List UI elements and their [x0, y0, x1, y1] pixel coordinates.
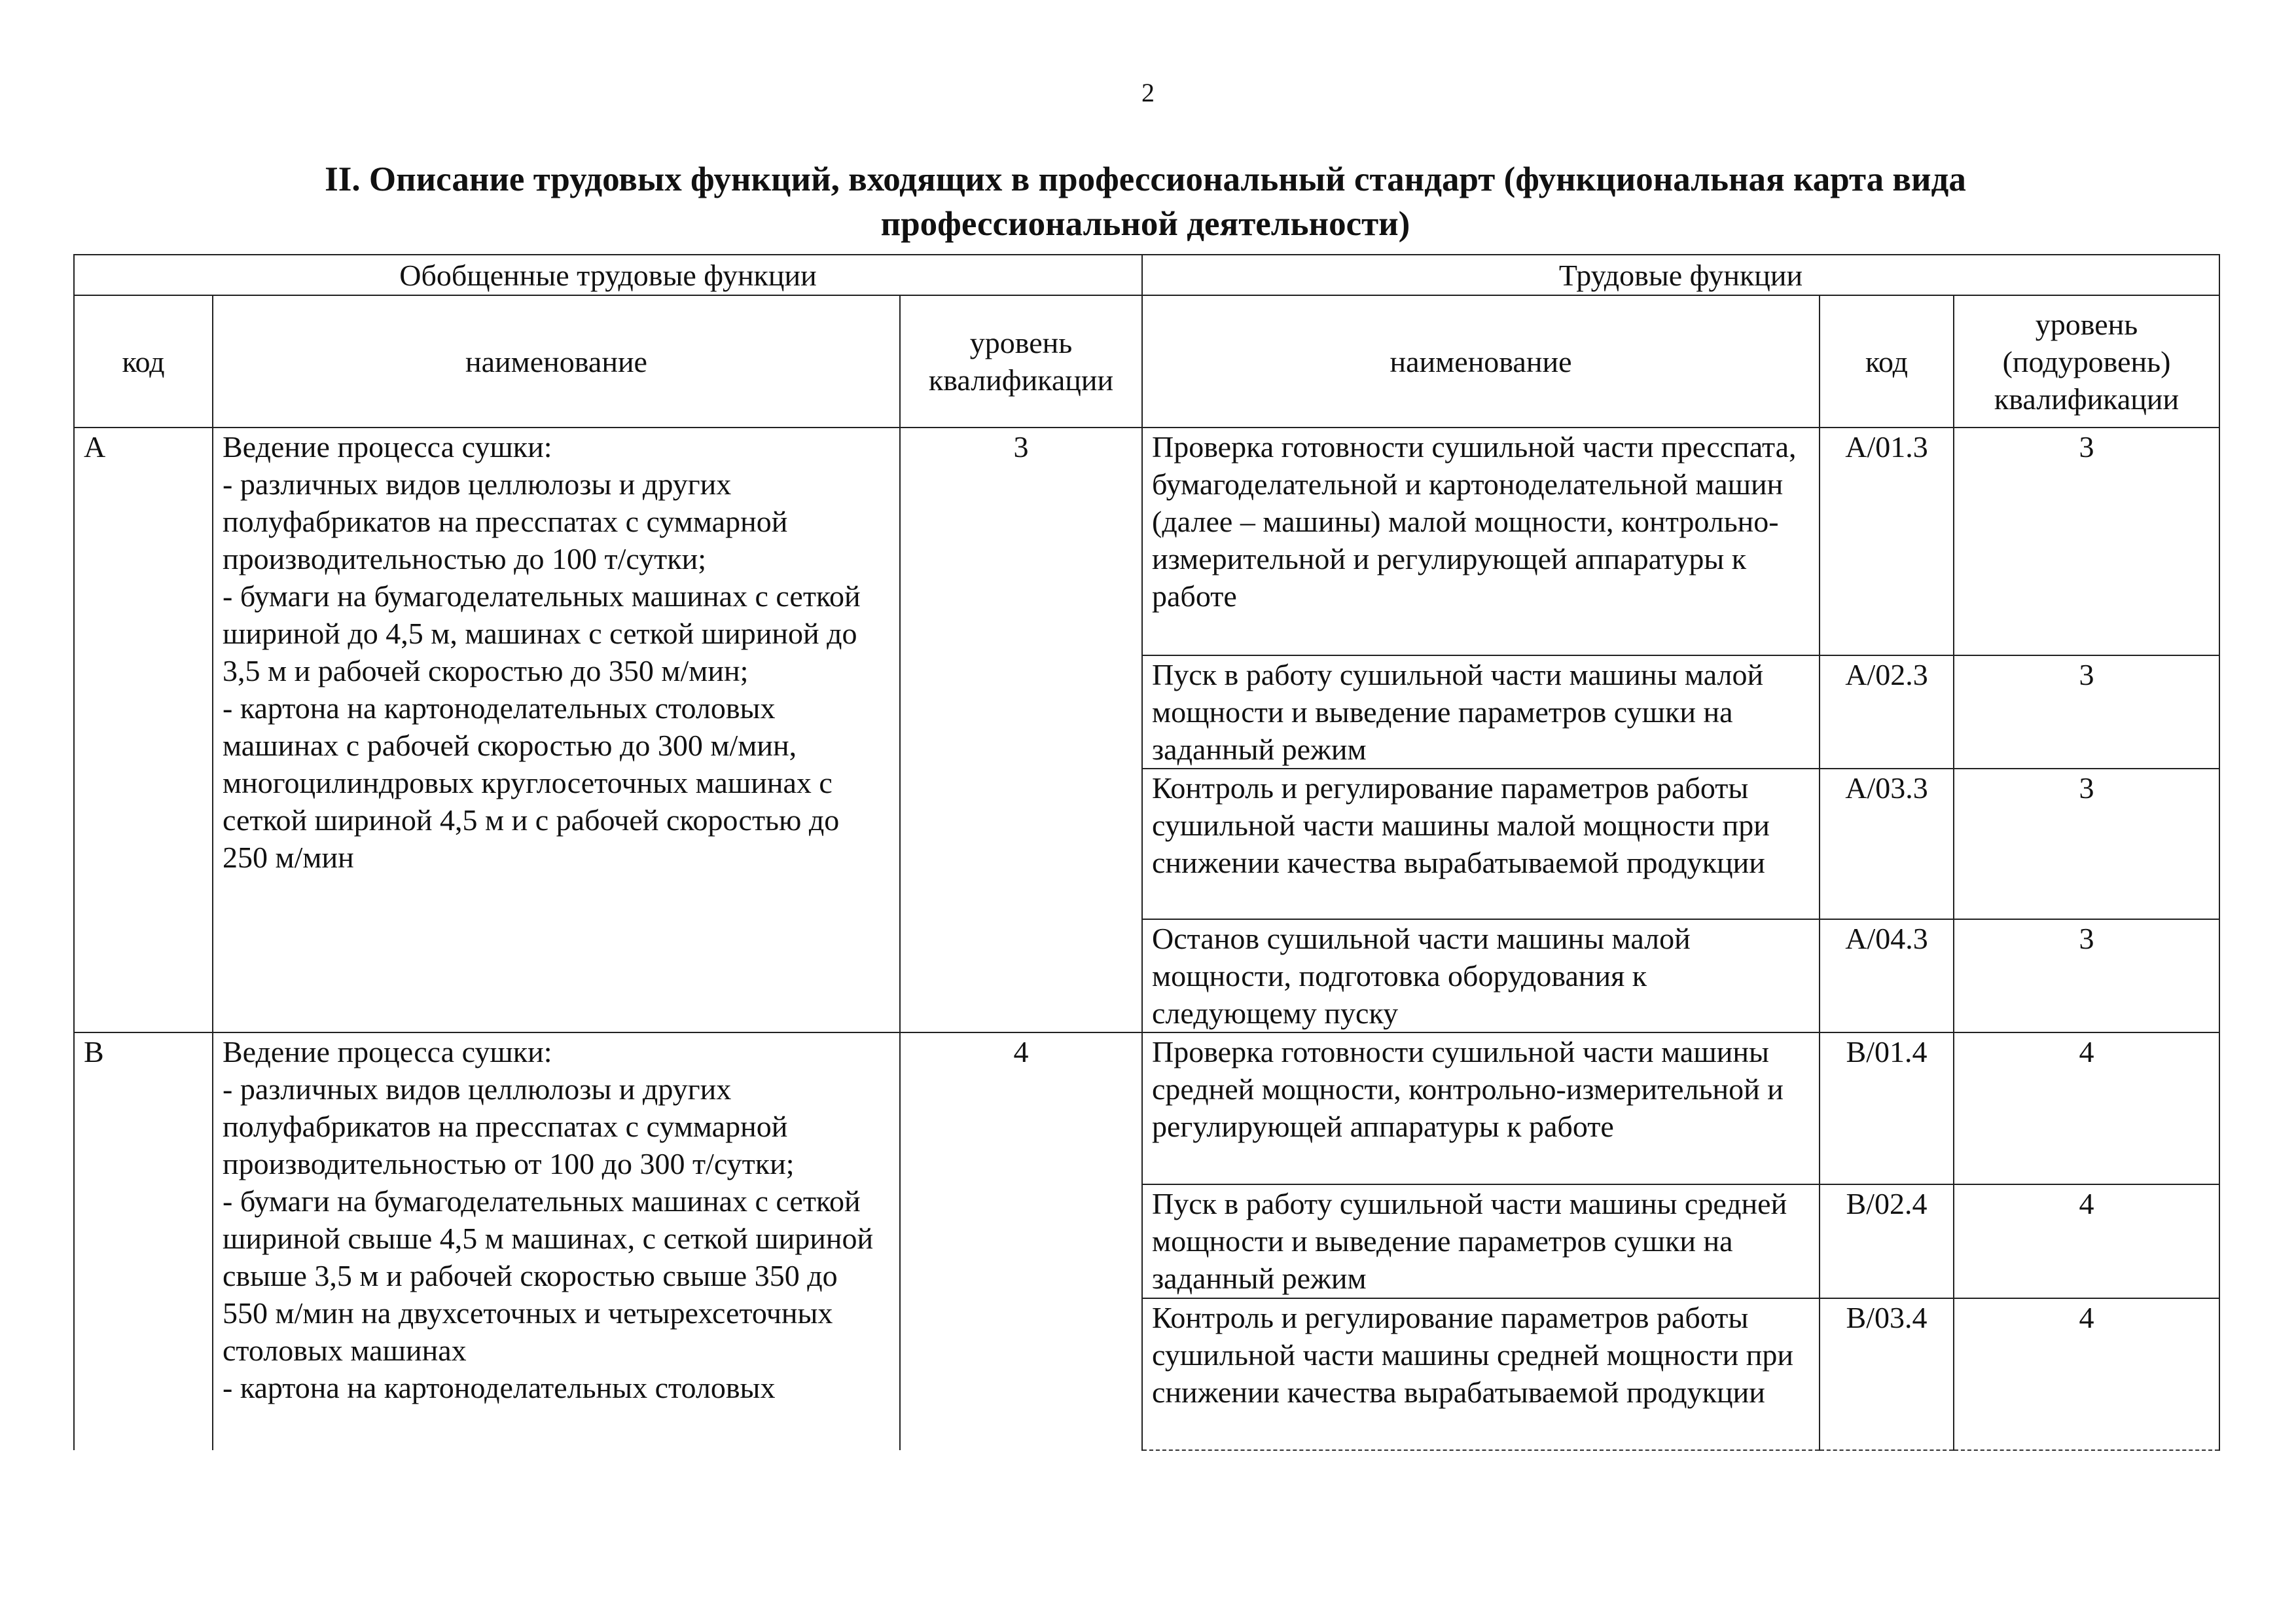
tf-level-a01: 3: [1954, 428, 2219, 655]
page-number: 2: [1141, 78, 1155, 107]
tf-name-b01: Проверка готовности сушильной части машины средней мощности, контрольно-измерительной и регулирующей аппаратуры к работе: [1142, 1032, 1820, 1184]
generalized-level-a: 3: [900, 428, 1142, 1032]
tf-level-b01: 4: [1954, 1032, 2219, 1184]
tf-level-a02: 3: [1954, 655, 2219, 769]
tf-code-b02: B/02.4: [1820, 1184, 1954, 1298]
header-tf-code: код: [1820, 295, 1954, 428]
tf-level-b02: 4: [1954, 1184, 2219, 1298]
header-generalized-functions: Обобщенные трудовые функции: [74, 255, 1142, 295]
page-title: II. Описание трудовых функций, входящих в профессиональный стандарт (функциональная карта вида профессиональной деятельности): [325, 160, 1966, 243]
header-tf-level: уровень (подуровень) квалификации: [1954, 295, 2219, 428]
tf-name-a02: Пуск в работу сушильной части машины малой мощности и выведение параметров сушки на заданный режим: [1142, 655, 1820, 769]
tf-code-b03: B/03.4: [1820, 1298, 1954, 1450]
tf-level-b03: 4: [1954, 1298, 2219, 1450]
tf-name-a03: Контроль и регулирование параметров работы сушильной части машины малой мощности при снижении качества вырабатываемой продукции: [1142, 769, 1820, 919]
generalized-code-a: A: [74, 428, 213, 1032]
generalized-name-b: Ведение процесса сушки: - различных видов целлюлозы и других полуфабрикатов на пресспатах с суммарной производительностью от 100 до 300 т/сутки; - бумаги на бумагоделательных машинах с сеткой шириной свыше 4,5 м машинах, с сеткой шириной свыше 3,5 м и рабочей скоростью свыше 350 до 550 м/мин на двухсеточных и четырехсеточных столовых машинах - картона на картоноделательных столовых: [213, 1032, 900, 1450]
tf-name-b03: Контроль и регулирование параметров работы сушильной части машины средней мощности при снижении качества вырабатываемой продукции: [1142, 1298, 1820, 1450]
tf-code-a04: A/04.3: [1820, 919, 1954, 1032]
tf-name-b02: Пуск в работу сушильной части машины средней мощности и выведение параметров сушки на заданный режим: [1142, 1184, 1820, 1298]
header-code: код: [74, 295, 213, 428]
tf-name-a01: Проверка готовности сушильной части пресспата, бумагоделательной и картоноделательной машин (далее – машины) малой мощности, контрольно-измерительной и регулирующей аппаратуры к работе: [1142, 428, 1820, 655]
table-row: [74, 1032, 2219, 1184]
tf-level-a04: 3: [1954, 919, 2219, 1032]
header-level: уровень квалификации: [900, 295, 1142, 428]
tf-level-a03: 3: [1954, 769, 2219, 919]
tf-code-a03: A/03.3: [1820, 769, 1954, 919]
generalized-name-a: Ведение процесса сушки: - различных видов целлюлозы и других полуфабрикатов на пресспатах с суммарной производительностью до 100 т/сутки; - бумаги на бумагоделательных машинах с сеткой шириной до 4,5 м, машинах с сеткой шириной до 3,5 м и рабочей скоростью до 350 м/мин; - картона на картоноделательных столовых машинах с рабочей скоростью до 300 м/мин, многоцилиндровых круглосеточных машинах с сеткой шириной 4,5 м и с рабочей скоростью до 250 м/мин: [213, 428, 900, 1032]
generalized-code-b: B: [74, 1032, 213, 1450]
tf-name-a04: Останов сушильной части машины малой мощности, подготовка оборудования к следующему пуску: [1142, 919, 1820, 1032]
header-name: наименование: [213, 295, 900, 428]
generalized-level-b: 4: [900, 1032, 1142, 1450]
functional-map-table: [73, 254, 2220, 1451]
table-row: [74, 428, 2219, 655]
tf-code-b01: B/01.4: [1820, 1032, 1954, 1184]
tf-code-a02: A/02.3: [1820, 655, 1954, 769]
header-tf-name: наименование: [1142, 295, 1820, 428]
header-labor-functions: Трудовые функции: [1142, 255, 2219, 295]
tf-code-a01: A/01.3: [1820, 428, 1954, 655]
